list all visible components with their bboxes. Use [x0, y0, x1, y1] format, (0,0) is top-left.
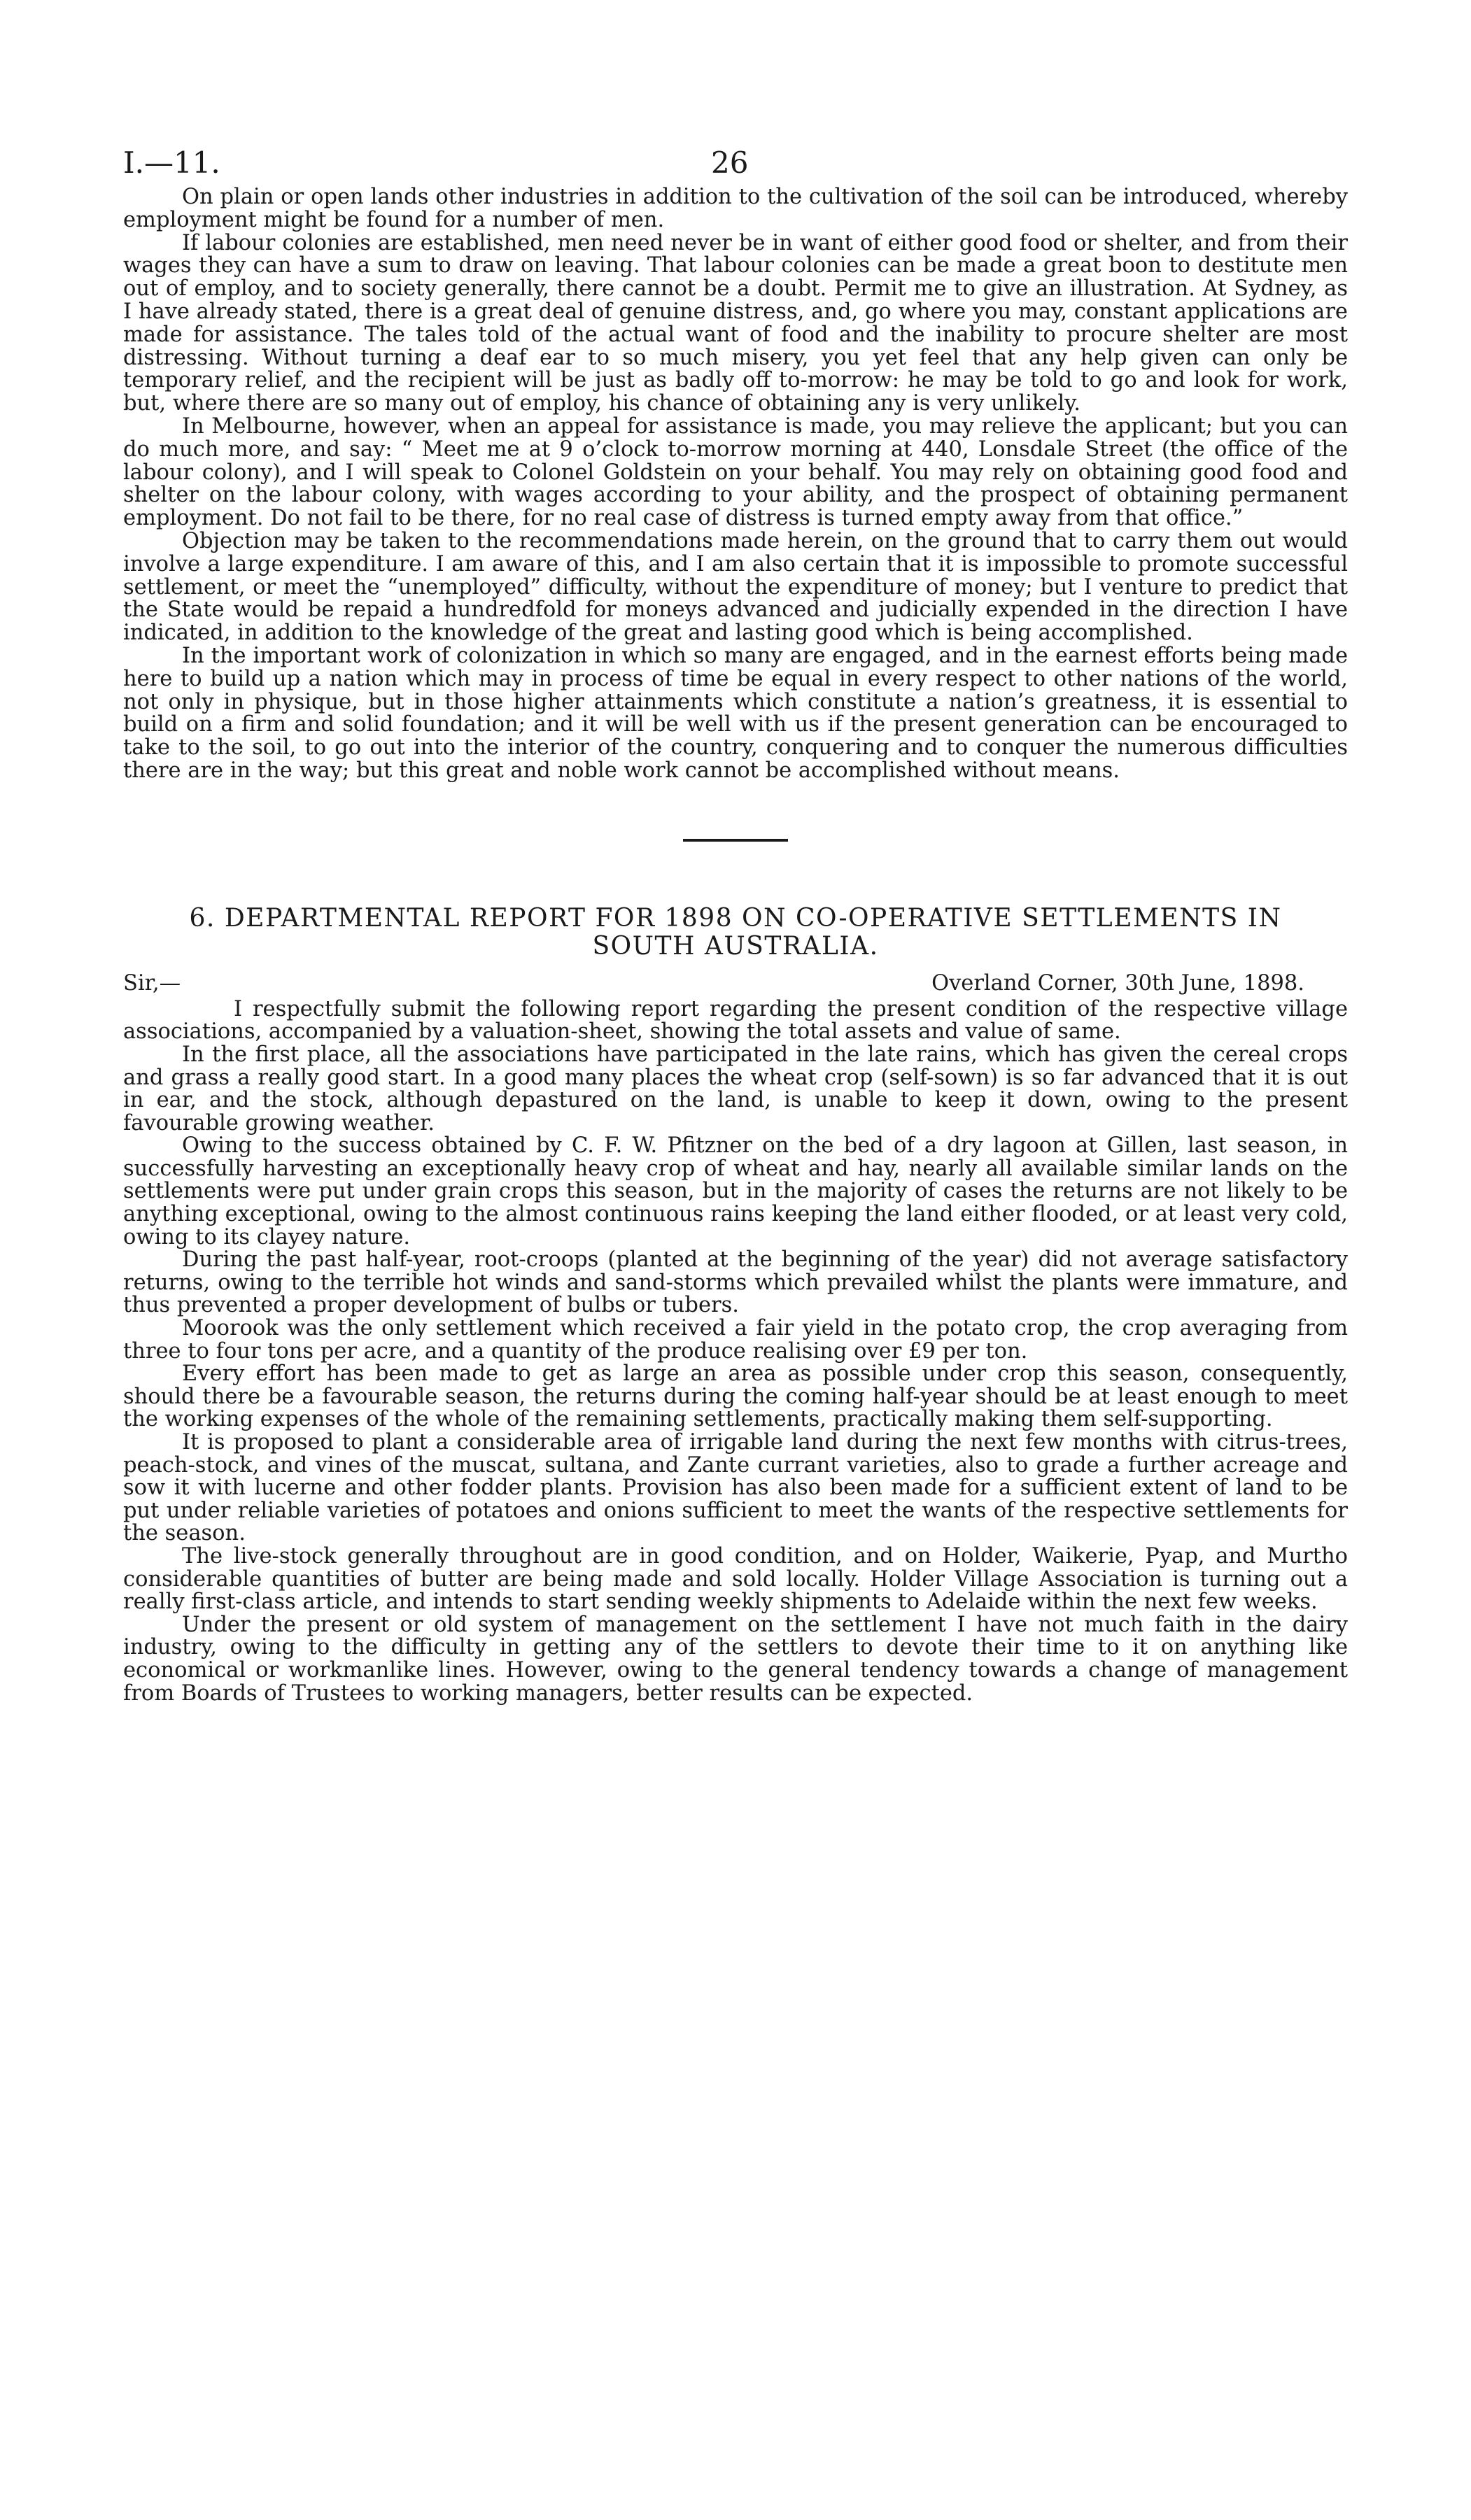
section-divider: [683, 839, 788, 842]
paragraph: I respectfully submit the following report regarding the present condition of the respective village associations, accompanied by a valuation-sheet, showing the total assets and value of same.: [123, 996, 1348, 1045]
paper-reference: I.—11.: [123, 146, 220, 180]
paragraph: It is proposed to plant a considerable area of irrigable land during the next few months with citrus-trees, peach-stock, and vines of the muscat, sultana, and Zante currant varieties, also to grade a further acreage and sow it with lucerne and other fodder plants. Provision has also been made for a sufficient extent of land to be put under reliable varieties of potatoes and onions sufficient to meet the wants of the respective settlements for the season.: [123, 1430, 1348, 1546]
paragraph: On plain or open lands other industries in addition to the cultivation of the soil can be introduced, whereby employment might be found for a number of men.: [123, 185, 1348, 232]
section-body: [123, 998, 1348, 1705]
paragraph: During the past half-year, root-croops (planted at the beginning of the year) did not average satisfactory returns, owing to the terrible hot winds and sand-storms which prevailed whilst the plants were immature, and thus prevented a proper development of bulbs or tubers.: [123, 1247, 1348, 1318]
paragraph: Owing to the success obtained by C. F. W. Pfitzner on the bed of a dry lagoon at Gillen, last season, in successfully harvesting an exceptionally heavy crop of wheat and hay, nearly all available similar lands on the settlements were put under grain crops this season, but in the majority of cases the returns are not likely to be anything exceptional, owing to the almost continuous rains keeping the land either flooded, or at least very cold, owing to its clayey nature.: [123, 1133, 1348, 1250]
paragraph: In the first place, all the associations have participated in the late rains, which has given the cereal crops and grass a really good start. In a good many places the wheat crop (self-sown) is so far advanced that it is out in ear, and the stock, although depastured on the land, is unable to keep it down, owing to the present favourable growing weather.: [123, 1042, 1348, 1135]
paragraph: In the important work of colonization in which so many are engaged, and in the earnest efforts being made here to build up a nation which may in process of time be equal in every respect to other nations of the world, not only in physique, but in those higher attainments which constitute a nation’s greatness, it is essential to build on a firm and solid foundation; and it will be well with us if the present generation can be encouraged to take to the soil, to go out into the interior of the country, conquering and to conquer the numerous difficulties there are in the way; but this great and noble work cannot be accomplished without means.: [123, 643, 1348, 783]
paragraph: Moorook was the only settlement which received a fair yield in the potato crop, the crop averaging from three to four tons per acre, and a quantity of the produce realising over £9 per ton.: [123, 1316, 1348, 1364]
place-date: Overland Corner, 30th June, 1898.: [931, 970, 1304, 996]
paragraph: The live-stock generally throughout are in good condition, and on Holder, Waikerie, Pyap, and Murtho considerable quantities of butter are being made and sold locally. Holder Village Association is turning out a really first-class article, and intends to start sending weekly shipments to Adelaide within the next few weeks.: [123, 1543, 1348, 1615]
page-header: [123, 137, 1348, 186]
previous-section-body: [123, 186, 1348, 783]
paragraph: Under the present or old system of management on the settlement I have not much faith in the dairy industry, owing to the difficulty in getting any of the settlers to devote their time to it on anything like economical or workmanlike lines. However, owing to the general tendency towards a change of management from Boards of Trustees to working managers, better results can be expected.: [123, 1612, 1348, 1706]
section-title: [123, 905, 1348, 961]
paragraph: If labour colonies are established, men need never be in want of either good food or shelter, and from their wages they can have a sum to draw on leaving. That labour colonies can be made a great boon to destitute men out of employ, and to society generally, there cannot be a doubt. Permit me to give an illustration. At Sydney, as I have already stated, there is a great deal of genuine distress, and, go where you may, constant applications are made for assistance. The tales told of the actual want of food and the inability to procure shelter are most distressing. Without turning a deaf ear to so much misery, you yet feel that any help given can only be temporary relief, and the recipient will be just as badly off to-morrow: he may be told to go and look for work, but, where there are so many out of employ, his chance of obtaining any is very unlikely.: [123, 230, 1348, 416]
section-title-line-1: 6. DEPARTMENTAL REPORT FOR 1898 ON CO-OPERATIVE SETTLEMENTS IN: [189, 903, 1282, 933]
paragraph: Every effort has been made to get as large an area as possible under crop this season, consequently, should there be a favourable season, the returns during the coming half-year should be at least enough to meet the working expenses of the whole of the remaining settlements, practically making them self-supporting.: [123, 1361, 1348, 1432]
section-title-line-2: SOUTH AUSTRALIA.: [592, 931, 879, 961]
salutation: Sir,—: [123, 970, 181, 996]
document-page: [123, 137, 1348, 1705]
paragraph: In Melbourne, however, when an appeal for assistance is made, you may relieve the applicant; but you can do much more, and say: “ Meet me at 9 o’clock to-morrow morning at 440, Lonsdale Street (the office of the labour colony), and I will speak to Colonel Goldstein on your behalf. You may rely on obtaining good food and shelter on the labour colony, with wages according to your ability, and the prospect of obtaining permanent employment. Do not fail to be there, for no real case of distress is turned empty away from that office.”: [123, 413, 1348, 531]
letter-opening: [123, 968, 1348, 998]
paragraph: Objection may be taken to the recommendations made herein, on the ground that to carry them out would involve a large expenditure. I am aware of this, and I am also certain that it is impossible to promote successful settlement, or meet the “unemployed” difficulty, without the expenditure of money; but I venture to predict that the State would be repaid a hundredfold for moneys advanced and judicially expended in the direction I have indicated, in addition to the knowledge of the great and lasting good which is being accomplished.: [123, 528, 1348, 646]
page-number: 26: [711, 146, 749, 180]
